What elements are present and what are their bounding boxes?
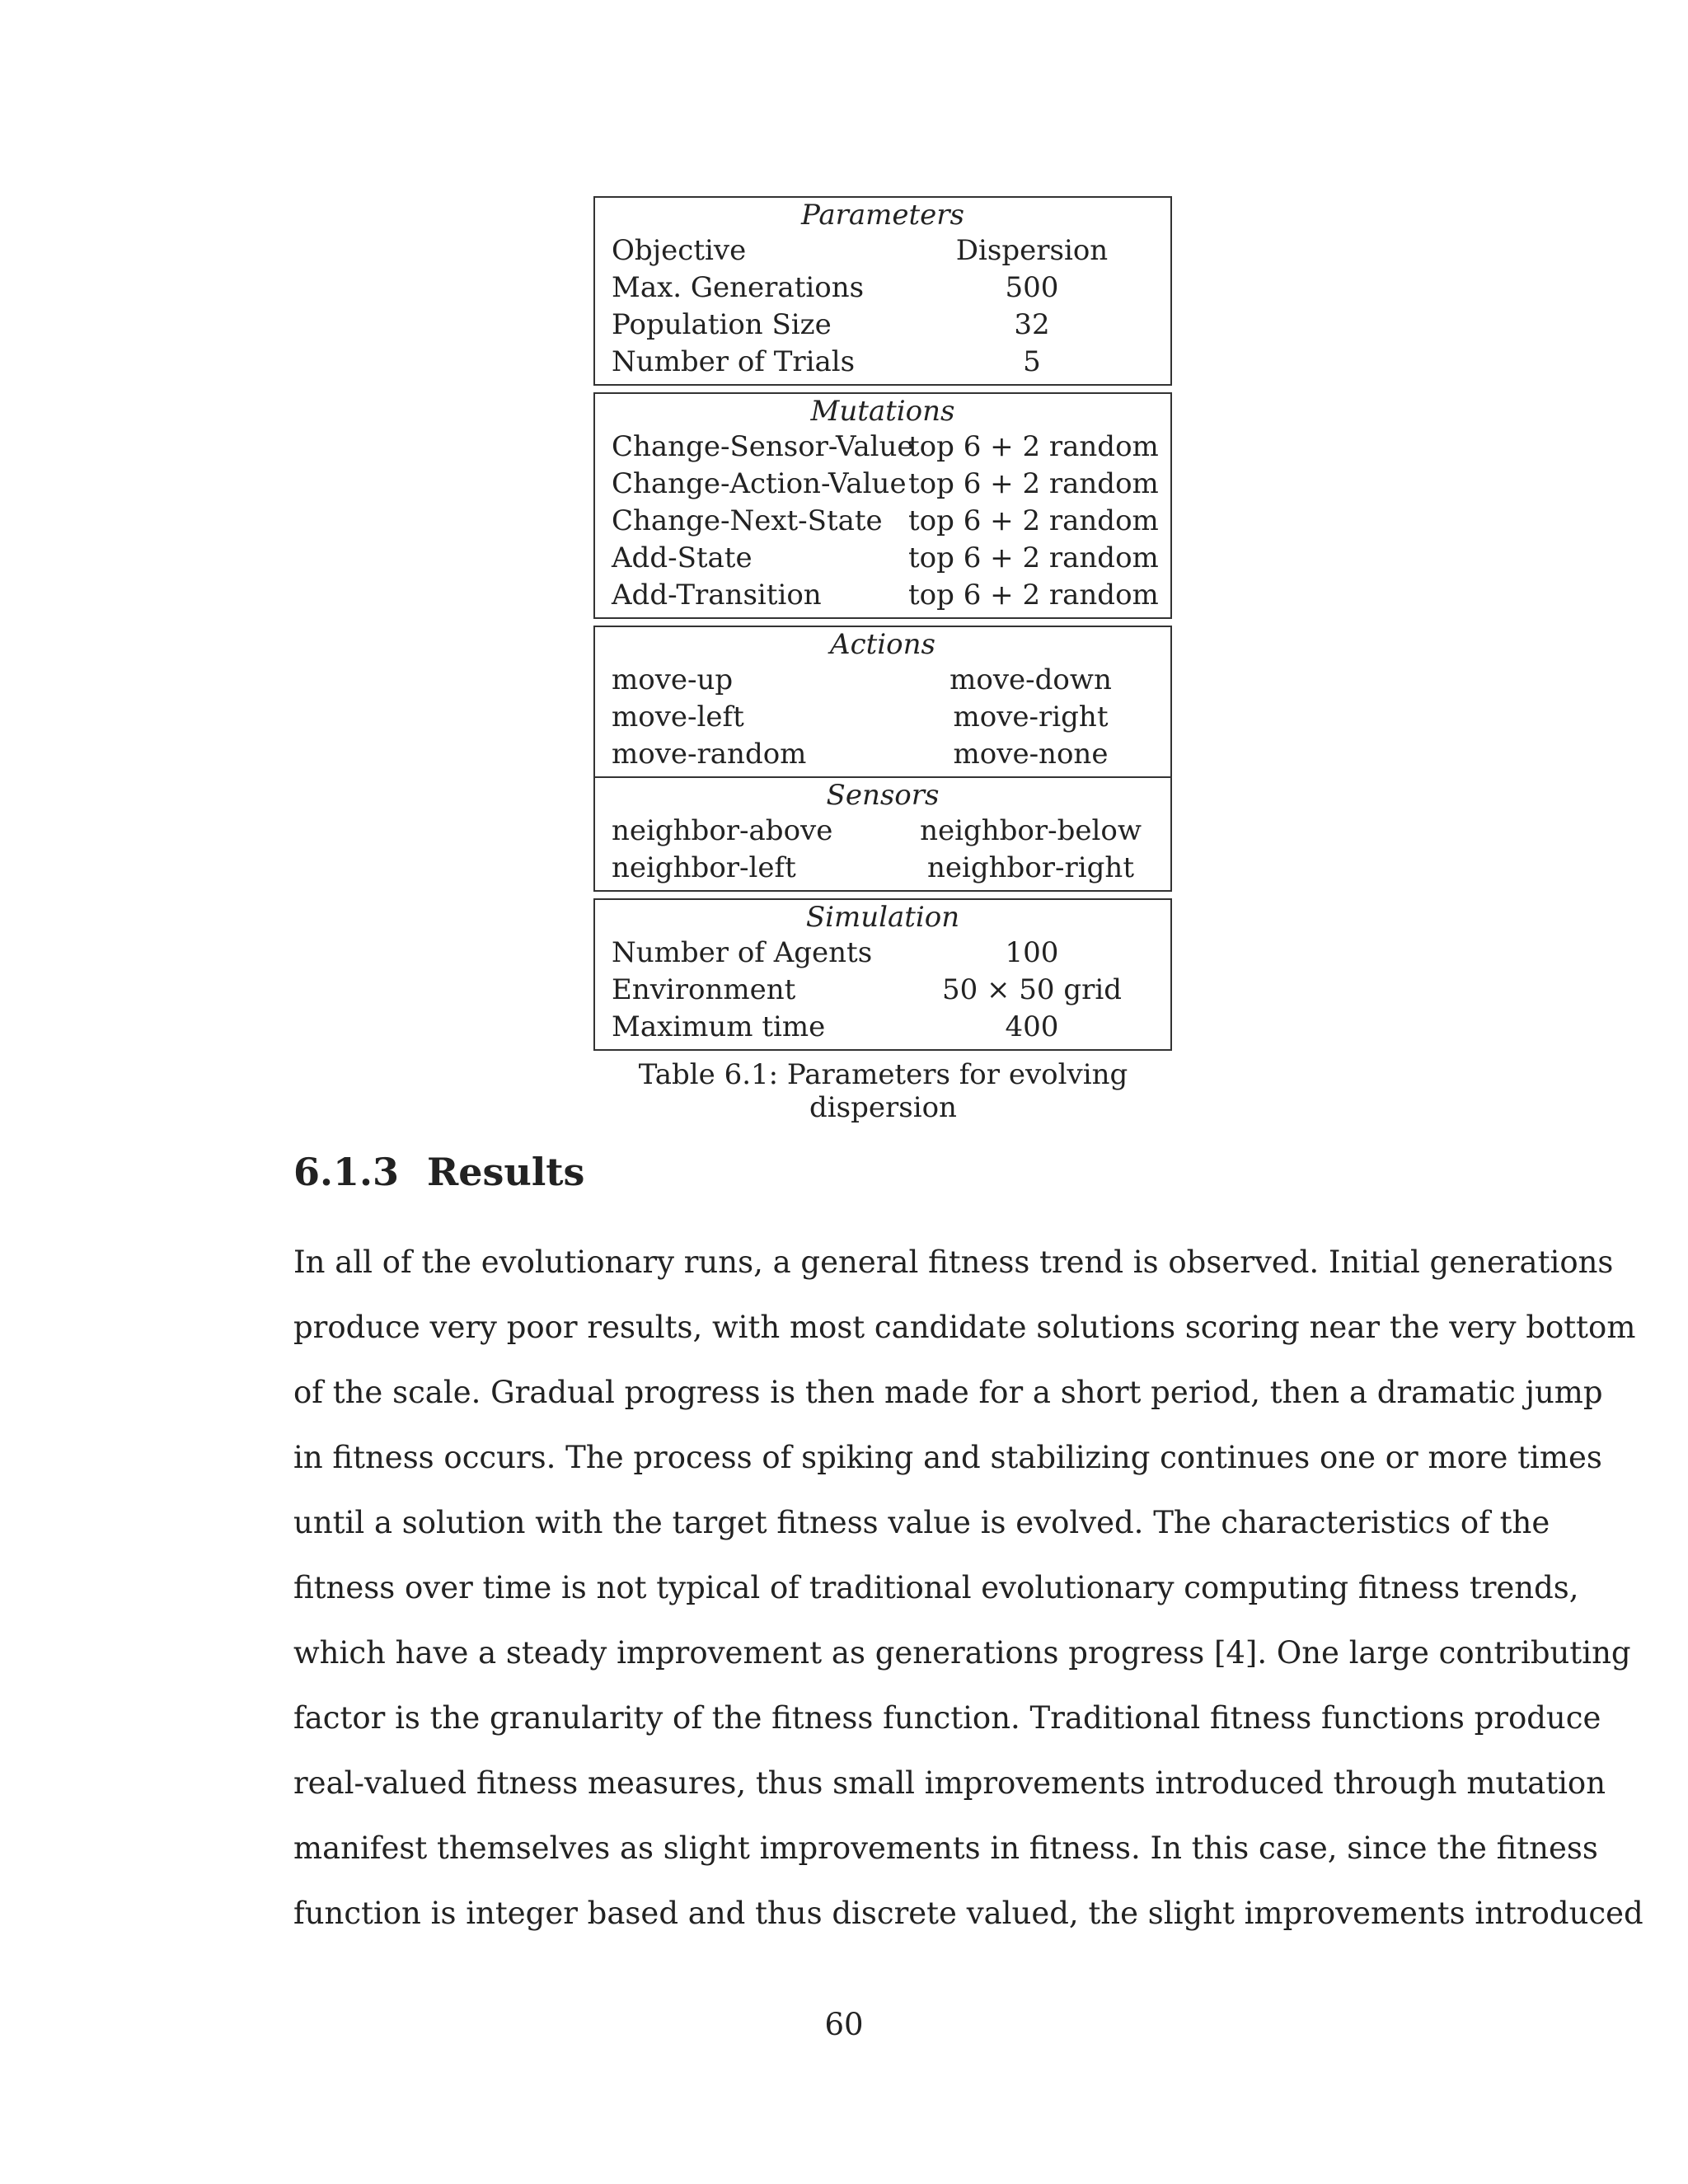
table-row [595, 1009, 1170, 1046]
section-title-mutations: Mutations [810, 395, 955, 428]
table-row [595, 540, 1170, 577]
table-row [595, 972, 1170, 1009]
row-value: 500 [1005, 271, 1059, 304]
row-value: top 6 + 2 random [908, 579, 1159, 612]
table-caption: Table 6.1: Parameters for evolving dispersion [638, 1058, 1128, 1124]
parameters-table [593, 196, 1172, 1051]
row-value: 400 [1005, 1010, 1059, 1043]
section-title-actions: Actions [830, 628, 935, 661]
row-label: neighbor-left [612, 851, 796, 884]
paragraph-line: In all of the evolutionary runs, a general fitness trend is observed. Initial generations [293, 1244, 1614, 1280]
paragraph-line: in fitness occurs. The process of spiking and stabilizing continues one or more times [293, 1440, 1602, 1475]
table-section-simulation [593, 898, 1172, 1051]
page-number: 60 [824, 2007, 864, 2042]
table-row [595, 269, 1170, 307]
row-label: Change-Action-Value [612, 467, 907, 500]
row-value: 100 [1005, 936, 1059, 969]
body-paragraph [293, 1236, 1643, 1952]
row-value: top 6 + 2 random [908, 430, 1159, 463]
paragraph-line: manifest themselves as slight improvements in fitness. In this case, since the fitness [293, 1830, 1598, 1866]
row-label: Number of Trials [612, 345, 856, 378]
paragraph-line: factor is the granularity of the fitness function. Traditional fitness functions produce [293, 1700, 1601, 1736]
table-row [595, 466, 1170, 503]
row-value: move-down [950, 663, 1112, 696]
row-label: Objective [612, 234, 747, 267]
section-gap [593, 619, 1172, 626]
table-row [595, 307, 1170, 344]
table-row [595, 662, 1170, 699]
row-label: Add-Transition [612, 579, 822, 612]
row-value: neighbor-below [920, 814, 1142, 847]
section-title-sensors: Sensors [826, 779, 940, 812]
row-label: neighbor-above [612, 814, 833, 847]
table-row [595, 699, 1170, 736]
paragraph-line: which have a steady improvement as generations progress [4]. One large contributing [293, 1635, 1631, 1671]
paragraph-line: until a solution with the target fitness value is evolved. The characteristics of the [293, 1505, 1550, 1540]
section-title-simulation: Simulation [805, 901, 960, 934]
row-value: 5 [1023, 345, 1041, 378]
row-value: move-none [953, 738, 1109, 771]
row-value: top 6 + 2 random [908, 467, 1159, 500]
row-label: Number of Agents [612, 936, 873, 969]
row-label: Max. Generations [612, 271, 865, 304]
paragraph-line: produce very poor results, with most candidate solutions scoring near the very bottom [293, 1310, 1636, 1345]
table-section-parameters [593, 196, 1172, 386]
row-value: top 6 + 2 random [908, 504, 1159, 537]
row-value: 32 [1014, 308, 1050, 341]
section-title-parameters: Parameters [801, 199, 964, 232]
row-label: Population Size [612, 308, 832, 341]
row-value: move-right [953, 701, 1109, 733]
row-label: move-random [612, 738, 807, 771]
paragraph-line: of the scale. Gradual progress is then made for a short period, then a dramatic jump [293, 1375, 1603, 1410]
table-row [595, 344, 1170, 381]
row-value: 50 × 50 grid [941, 973, 1123, 1006]
row-value: neighbor-right [927, 851, 1134, 884]
row-label: move-left [612, 701, 744, 733]
table-row [595, 577, 1170, 614]
row-label: Change-Next-State [612, 504, 883, 537]
table-section-sensors [593, 778, 1172, 892]
row-label: Change-Sensor-Value [612, 430, 914, 463]
table-row [595, 813, 1170, 850]
paragraph-line: fitness over time is not typical of traditional evolutionary computing fitness trends, [293, 1570, 1579, 1605]
table-row [595, 503, 1170, 540]
table-row [595, 935, 1170, 972]
paragraph-line: real-valued fitness measures, thus small improvements introduced through mutation [293, 1765, 1606, 1801]
table-row [595, 850, 1170, 887]
paragraph-line: function is integer based and thus discrete valued, the slight improvements introduced [293, 1896, 1643, 1931]
table-section-mutations [593, 392, 1172, 619]
row-label: Maximum time [612, 1010, 826, 1043]
table-section-actions [593, 626, 1172, 778]
section-number: 6.1.3 [293, 1150, 400, 1194]
row-label: move-up [612, 663, 734, 696]
row-label: Add-State [612, 541, 753, 574]
table-row [595, 429, 1170, 466]
section-heading [293, 1150, 584, 1194]
table-row [595, 736, 1170, 773]
table-row [595, 232, 1170, 269]
row-label: Environment [612, 973, 796, 1006]
row-value: top 6 + 2 random [908, 541, 1159, 574]
row-value: Dispersion [955, 234, 1109, 267]
section-title: Results [427, 1150, 585, 1194]
section-gap [593, 892, 1172, 898]
section-gap [593, 386, 1172, 392]
